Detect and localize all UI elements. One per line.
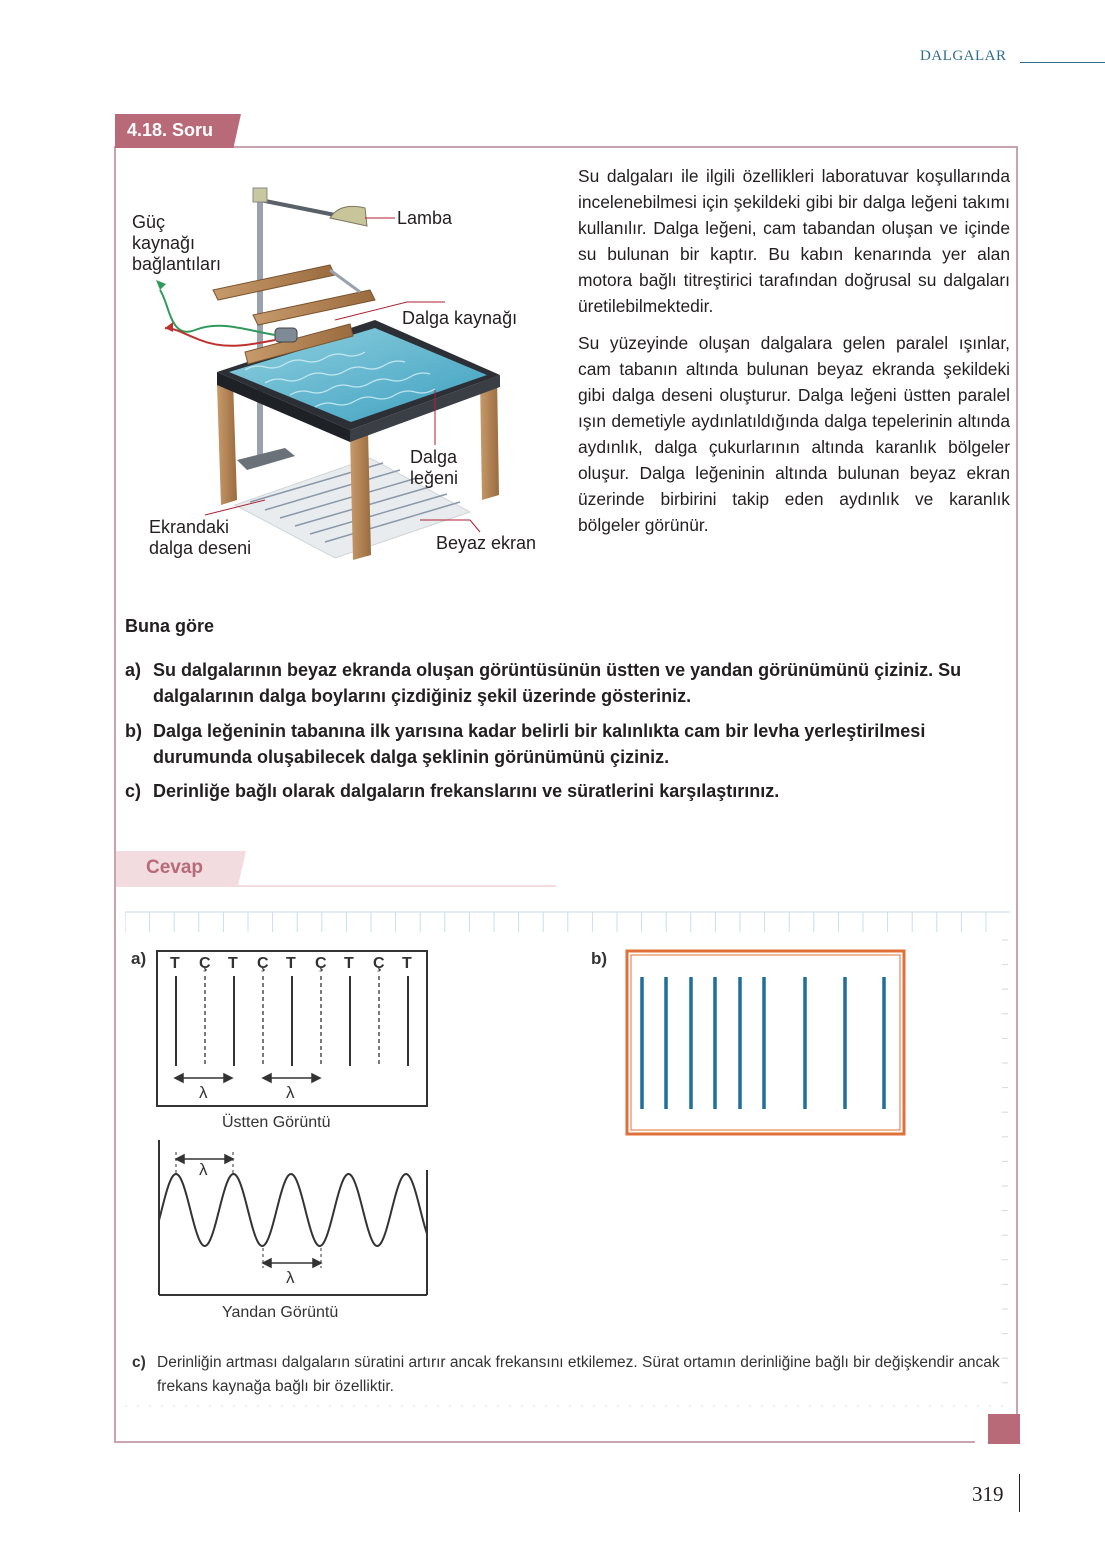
top-view-label: Ç [199, 955, 211, 972]
answer-rule [116, 885, 556, 887]
top-view-label: Ç [257, 955, 269, 972]
label-dalga-legeni-2: leğeni [410, 468, 459, 488]
page-number: 319 [972, 1482, 1004, 1506]
top-view-caption: Üstten Görüntü [222, 1114, 331, 1131]
lambda-side-1: λ [199, 1160, 208, 1179]
side-view-caption: Yandan Görüntü [222, 1304, 339, 1321]
label-ekrandaki-1: Ekrandaki [149, 517, 230, 537]
lambda-side-2: λ [286, 1268, 295, 1287]
top-view-label: T [228, 955, 238, 972]
lambda-top-1: λ [199, 1083, 208, 1102]
label-ekrandaki-2: dalga deseni [149, 538, 252, 558]
top-view-labels [155, 955, 430, 977]
item-letter: b) [125, 721, 142, 741]
item-text: Derinliğe bağlı olarak dalgaların frekanslarını ve süratlerini karşılaştırınız. [153, 781, 780, 801]
label-guc-3: bağlantıları [132, 254, 222, 274]
header-rule [1020, 62, 1105, 63]
item-text: Dalga leğeninin tabanına ilk yarısına kadar belirli bir kalınlıkta cam bir levha yerleştirilmesi durumunda oluşabilecek dalga şeklinin görünümünü çiziniz. [153, 721, 926, 767]
top-view-label: T [286, 955, 296, 972]
top-view-label: T [344, 955, 354, 972]
question-item-a [125, 657, 1010, 709]
section-title: DALGALAR [920, 48, 1007, 64]
paragraph-2: Su yüzeyinde oluşan dalgalara gelen paralel ışınlar, cam tabanın altında bulunan beyaz ekranda şekildeki gibi dalga deseni oluşturur. Dalga leğeni üstten paralel ışın demetiyle aydınlatıldığında dalga tepelerinin altında aydınlık, dalga çukurlarının altında karanlık bölgeler oluşur. Dalga leğeninin altında bulunan beyaz ekran üzerinde birbirini takip eden aydınlık ve karanlık bölgeler görünür. [578, 333, 1010, 535]
top-view-label: Ç [315, 955, 327, 972]
top-view-label: T [170, 955, 180, 972]
question-item-c [125, 778, 1010, 804]
label-lamba: Lamba [397, 208, 453, 228]
answer-a-label: a) [131, 949, 147, 968]
question-number: 4.18. Soru [127, 120, 214, 140]
lambda-top-2: λ [286, 1083, 295, 1102]
top-view-label: Ç [373, 955, 385, 972]
refraction-diagram [625, 949, 907, 1137]
item-letter: a) [125, 660, 142, 680]
answer-title: Cevap [146, 857, 204, 878]
answer-c-text: Derinliğin artması dalgaların süratini artırır ancak frekansını etkilemez. Sürat ortamın derinliğine bağlı bir değişkendir ancak frekans kaynağa bağlı bir özelliktir. [157, 1354, 1000, 1395]
label-guc-1: Güç [132, 212, 166, 232]
answer-c-letter: c) [132, 1354, 146, 1371]
label-beyaz-ekran: Beyaz ekran [436, 533, 537, 553]
label-dalga-legeni-1: Dalga [410, 447, 458, 467]
top-view-label: T [402, 955, 412, 972]
corner-tab [988, 1414, 1020, 1444]
item-letter: c) [125, 781, 142, 801]
label-dalga-kaynagi: Dalga kaynağı [402, 308, 518, 328]
question-item-b [125, 718, 1010, 770]
answer-c [132, 1351, 1002, 1399]
item-text: Su dalgalarının beyaz ekranda oluşan görüntüsünün üstten ve yandan görünümünü çiziniz. Su dalgalarının dalga boylarını çizdiğiniz şekil üzerinde gösteriniz. [153, 660, 962, 706]
prompt: Buna göre [125, 616, 215, 636]
label-guc-2: kaynağı [132, 233, 196, 253]
page-number-rule [1019, 1474, 1020, 1512]
answer-b-label: b) [591, 949, 608, 968]
paragraph-1: Su dalgaları ile ilgili özellikleri laboratuvar koşullarında incelenebilmesi için şekildeki gibi bir dalga leğeni takımı kullanılır. Dalga leğeni, cam tabandan oluşan ve içinde su bulunan bir kaptır. Bu kabın kenarında yer alan motora bağlı titreştirici tarafından doğrusal su dalgaları üretilebilmektedir. [578, 166, 1010, 316]
